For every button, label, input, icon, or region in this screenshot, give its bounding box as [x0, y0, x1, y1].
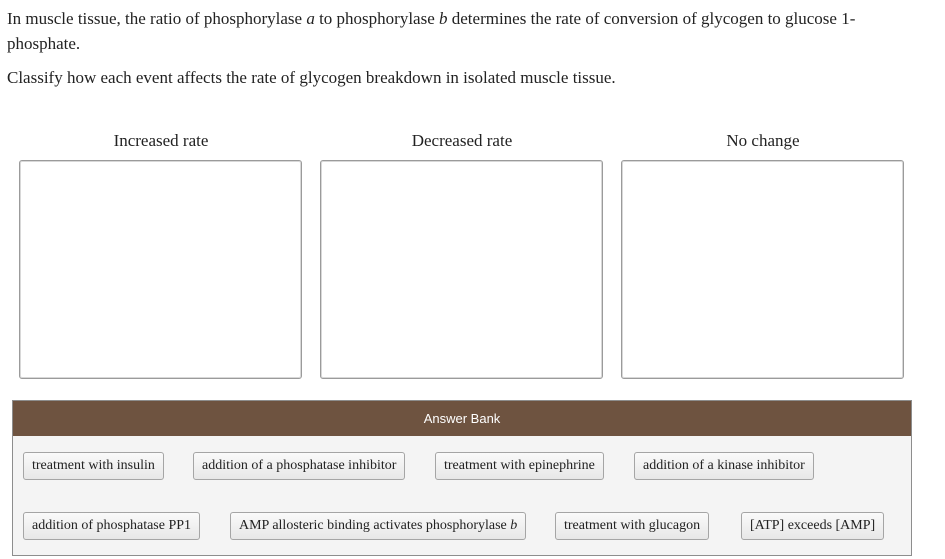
answer-chip[interactable]: [ATP] exceeds [AMP] [741, 512, 884, 540]
answer-bank-title: Answer Bank [13, 401, 911, 436]
stem-var-a: a [306, 9, 315, 28]
category-label-no-change: No change [726, 131, 800, 150]
answer-chip[interactable] [230, 512, 526, 540]
question-instruction: Classify how each event affects the rate of glycogen breakdown in isolated muscle tissue. [7, 68, 616, 87]
answer-chip-text: AMP allosteric binding activates phosphorylase [239, 518, 511, 533]
answer-chip-var-b: b [510, 518, 518, 533]
answer-bank [12, 400, 912, 556]
question-text [7, 6, 907, 90]
answer-chip[interactable]: treatment with insulin [23, 452, 164, 480]
drop-zone-decreased[interactable] [320, 160, 603, 379]
drop-zone-no-change[interactable] [621, 160, 904, 379]
stem-text-3: determines the rate of conversion of glycogen to glucose 1-phosphate. [7, 9, 856, 53]
stem-text-2: to phosphorylase [314, 9, 440, 28]
answer-chip[interactable]: addition of phosphatase PP1 [23, 512, 200, 540]
stem-text-1: In muscle tissue, the ratio of phosphorylase [7, 9, 307, 28]
category-label-increased: Increased rate [113, 131, 209, 150]
answer-chip[interactable]: addition of a phosphatase inhibitor [193, 452, 405, 480]
category-label-decreased: Decreased rate [411, 131, 513, 150]
answer-chip[interactable]: addition of a kinase inhibitor [634, 452, 814, 480]
drop-zone-increased[interactable] [19, 160, 302, 379]
question-stem [7, 6, 907, 56]
stem-var-b: b [439, 9, 448, 28]
answer-chip[interactable]: treatment with glucagon [555, 512, 709, 540]
answer-chip[interactable]: treatment with epinephrine [435, 452, 604, 480]
